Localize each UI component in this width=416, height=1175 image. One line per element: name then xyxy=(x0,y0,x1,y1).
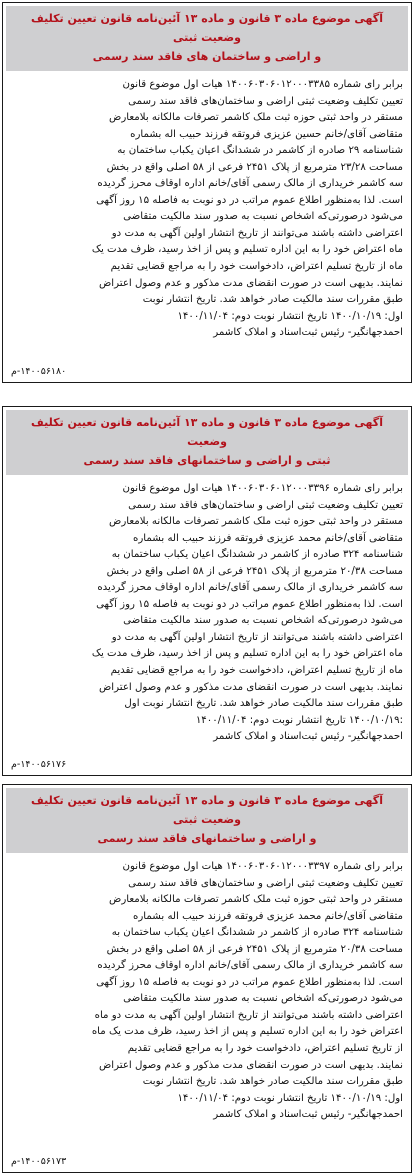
body-line: نمایند. بدیهی است در صورت انقضای مدت مذکور و عدم وصول اعتراض xyxy=(98,1059,403,1071)
body-line: مساحت ۲۰/۳۸ مترمربع از پلاک ۲۴۵۱ فرعی از ۵۸ اصلی واقع در بخش xyxy=(106,565,403,577)
body-line: ماه اعتراض خود را به این اداره تسلیم و پس از اخذ رسید، ظرف مدت یک xyxy=(91,244,403,256)
notice-2 xyxy=(2,406,412,776)
notice-title xyxy=(6,6,408,71)
notice-code: ۱۴۰۰۵۶۱۷۳-م xyxy=(11,1156,67,1167)
body-line: نمایند. بدیهی است در صورت انقضای مدت مذکور و عدم وصول اعتراض xyxy=(98,277,403,289)
notice-title xyxy=(6,410,408,475)
signature-line: احمدجهانگیر- رئیس ثبت‌اسناد و املاک کاشمر xyxy=(213,1109,403,1121)
body-line: متقاضی آقای/خانم محمد عزیزی فروتقه فرزند حبیب اله بشماره xyxy=(133,910,403,922)
body-line: ماه اعتراض خود را به این اداره تسلیم و پس از اخذ رسید، ظرف مدت یک xyxy=(91,648,403,660)
body-line: مستقر در واحد ثبتی حوزه ثبت ملک کاشمر تصرفات مالکانه بلامعارض xyxy=(109,112,403,124)
body-line: ماه از تاریخ تسلیم اعتراض، دادخواست خود را به مراجع قضایی تقدیم xyxy=(110,665,403,677)
body-line: مستقر در واحد ثبتی حوزه ثبت ملک کاشمر تصرفات مالکانه بلامعارض xyxy=(109,516,403,528)
body-line: برابر رای شماره ۱۴۰۰۶۰۳۰۶۰۱۲۰۰۰۳۳۹۶ هیات اول موضوع قانون xyxy=(122,483,403,494)
notice-code: ۱۴۰۰۵۶۱۸۰-م xyxy=(11,366,67,377)
body-line: :۱۴۰۰/۱۰/۱۹ تاریخ انتشار نوبت دوم: ۱۴۰۰/۱۱/۰۴ xyxy=(195,714,403,726)
body-line: شناسنامه ۲۹ صادره از کاشمر در ششدانگ اعیان یکباب ساختمان به xyxy=(117,145,403,157)
body-line: می‌شود درصورتی‌که اشخاص نسبت به صدور سند مالکیت متقاضی xyxy=(123,993,403,1005)
body-line: طبق مقررات سند مالکیت صادر خواهد شد. تاریخ انتشار نوبت xyxy=(142,1076,403,1088)
body-line: برابر رای شماره ۱۴۰۰۶۰۳۰۶۰۱۲۰۰۰۳۳۹۷ هیات اول موضوع قانون xyxy=(122,861,403,872)
body-line: طبق مقررات سند مالکیت صادر خواهد شد. تاریخ انتشار نوبت xyxy=(142,294,403,306)
title-line: آگهی موضوع ماده ۳ قانون و ماده ۱۳ آئین‌نامه قانون تعیین تکلیف وضعیت ثبتی xyxy=(31,794,383,826)
body-line: طبق مقررات سند مالکیت صادر خواهد شد. تاریخ انتشار نوبت اول xyxy=(124,698,403,710)
notice-3 xyxy=(2,784,412,1173)
body-line: شناسنامه ۳۲۴ صادره از کاشمر در ششدانگ اعیان یکباب ساختمان به xyxy=(111,549,403,561)
body-line: شناسنامه ۳۲۴ صادره از کاشمر در ششدانگ اعیان یکباب ساختمان به xyxy=(111,927,403,939)
signature-line: احمدجهانگیر- رئیس ثبت‌اسناد و املاک کاشمر xyxy=(213,327,403,339)
body-line: می‌شود درصورتی‌که اشخاص نسبت به صدور سند مالکیت متقاضی xyxy=(123,615,403,627)
body-line: اعتراض خود را به این اداره تسلیم و پس از اخذ رسید، ظرف مدت یک ماه xyxy=(91,1026,403,1038)
body-line: سه کاشمر خریداری از مالک رسمی آقای/خانم اداره اوقاف محرز گردیده xyxy=(97,178,403,190)
body-line: است. لذا به‌منظور اطلاع عموم مراتب در دو نوبت به فاصله ۱۵ روز آگهی xyxy=(96,598,403,610)
body-line: اول: ۱۴۰۰/۱۰/۱۹ تاریخ انتشار نوبت دوم: ۱۴۰۰/۱۱/۰۴ xyxy=(177,310,403,322)
title-line: آگهی موضوع ماده ۳ قانون و ماده ۱۳ آئین‌نامه قانون تعیین تکلیف وضعیت ثبتی xyxy=(31,12,383,44)
notice-1 xyxy=(2,2,412,383)
body-line: مساحت ۲۰/۳۸ مترمربع از پلاک ۲۴۵۱ فرعی از ۵۸ اصلی واقع در بخش xyxy=(106,943,403,955)
body-line: متقاضی آقای/خانم حسین عزیزی فروتقه فرزند حبیب اله بشماره xyxy=(130,128,403,140)
body-line: سه کاشمر خریداری از مالک رسمی آقای/خانم اداره اوقاف محرز گردیده xyxy=(97,960,403,972)
body-line: مستقر در واحد ثبتی حوزه ثبت ملک کاشمر تصرفات مالکانه بلامعارض xyxy=(109,894,403,906)
body-line: تعیین تکلیف وضعیت ثبتی اراضی و ساختمان‌های فاقد سند رسمی xyxy=(128,95,403,107)
body-line: سه کاشمر خریداری از مالک رسمی آقای/خانم اداره اوقاف محرز گردیده xyxy=(97,582,403,594)
body-line: نمایند. بدیهی است در صورت انقضای مدت مذکور و عدم وصول اعتراض xyxy=(98,681,403,693)
body-line: اول: ۱۴۰۰/۱۰/۱۹ تاریخ انتشار نوبت دوم: ۱۴۰۰/۱۱/۰۴ xyxy=(177,1092,403,1104)
body-line: تعیین تکلیف وضعیت ثبتی اراضی و ساختمان‌های فاقد سند رسمی xyxy=(128,499,403,511)
body-line: برابر رای شماره ۱۴۰۰۶۰۳۰۶۰۱۲۰۰۰۳۳۸۵ هیات اول موضوع قانون xyxy=(122,79,403,90)
body-line: اعتراضی داشته باشند می‌توانند از تاریخ انتشار اولین آگهی به مدت دو ماه xyxy=(94,1009,403,1021)
notice-title xyxy=(6,788,408,853)
notice-body xyxy=(3,856,411,1124)
notice-body xyxy=(3,74,411,342)
body-line: اعتراضی داشته باشند می‌توانند از تاریخ انتشار اولین آگهی به مدت دو xyxy=(111,227,403,239)
notice-body xyxy=(3,478,411,746)
title-line: ثبتی و اراضی و ساختمانهای فاقد سند رسمی xyxy=(83,454,331,467)
signature-line: احمدجهانگیر- رئیس ثبت‌اسناد و املاک کاشمر xyxy=(213,731,403,743)
title-line: آگهی موضوع ماده ۳ قانون و ماده ۱۳ آئین‌نامه قانون تعیین تکلیف وضعیت xyxy=(31,416,383,448)
title-line: و اراضی و ساختمان های فاقد سند رسمی xyxy=(92,50,322,63)
body-line: تعیین تکلیف وضعیت ثبتی اراضی و ساختمان‌های فاقد سند رسمی xyxy=(128,877,403,889)
body-line: متقاضی آقای/خانم محمد عزیزی فروتقه فرزند حبیب اله بشماره xyxy=(133,532,403,544)
body-line: مساحت ۲۳/۲۸ مترمربع از پلاک ۲۴۵۱ فرعی از ۵۸ اصلی واقع در بخش xyxy=(106,161,403,173)
title-line: و اراضی و ساختمانهای فاقد سند رسمی xyxy=(97,832,317,845)
body-line: می‌شود درصورتی‌که اشخاص نسبت به صدور سند مالکیت متقاضی xyxy=(123,211,403,223)
body-line: است. لذا به‌منظور اطلاع عموم مراتب در دو نوبت به فاصله ۱۵ روز آگهی xyxy=(96,194,403,206)
body-line: ماه از تاریخ تسلیم اعتراض، دادخواست خود را به مراجع قضایی تقدیم xyxy=(110,261,403,273)
body-line: است. لذا به‌منظور اطلاع عموم مراتب در دو نوبت به فاصله ۱۵ روز آگهی xyxy=(96,976,403,988)
body-line: اعتراضی داشته باشند می‌توانند از تاریخ انتشار اولین آگهی به مدت دو xyxy=(111,631,403,643)
notice-code: ۱۴۰۰۵۶۱۷۶-م xyxy=(11,759,67,770)
body-line: از تاریخ تسلیم اعتراض، دادخواست خود را به مراجع قضایی تقدیم xyxy=(127,1043,403,1055)
